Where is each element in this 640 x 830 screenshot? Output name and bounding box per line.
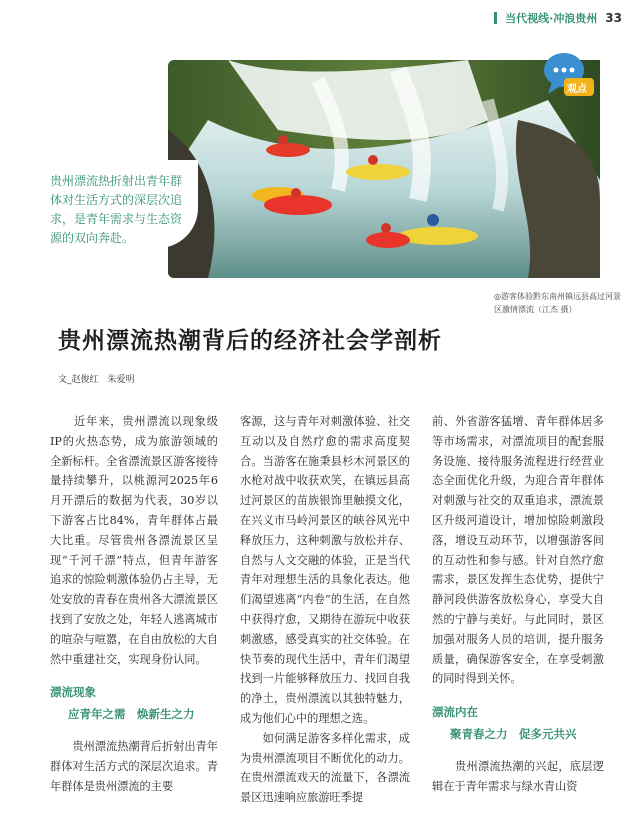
- viewpoint-label: 观点: [567, 84, 587, 95]
- paragraph: 前、外省游客猛增、青年群体居多等市场需求，对漂流项目的配套服务设施、接待服务流程进行经营业态全面优化升级，为迎合青年群体对刺激与社交的双重追求，漂流景区升级河道设计，增加惊险刺激段落，增设互动环节，以增强游客间的互动性和参与感。针对自然疗愈需求，景区发挥生态优势，提供宁静河段供游客放松身心，享受大自然的宁静与美好。与此同时，景区加强对服务人员的培训，提升服务质量，确保游客安全，在享受刺激的同时得到关怀。: [432, 415, 604, 686]
- photo-caption: ◎游客体验黔东南州镇远县高过河景区激情漂流（江杰 摄）: [494, 292, 621, 314]
- subheading: 聚青春之力 促多元共兴: [450, 727, 577, 742]
- subheading: 漂流现象: [50, 685, 96, 700]
- text-column-1: [50, 412, 218, 797]
- text-column-2: [240, 412, 410, 808]
- subheading: 应青年之需 焕新生之力: [68, 707, 195, 722]
- paragraph: 如何满足游客多样化需求，成为贵州漂流项目不断优化的动力。在贵州漂流戏天的流量下，各漂流景区迅速响应旅游旺季提: [240, 731, 410, 805]
- rafting-photo-illustration: [168, 60, 600, 278]
- paragraph: 近年来，贵州漂流以现象级IP的火热态势，成为旅游领域的全新标杆。全省漂流景区游客接待量持续攀升，以桃源河2025年6月开漂后的数据为代表，30岁以下游客占比84%，青年群体占最大比重。尽管贵州各漂流景区呈现“千河千漂”特点，但青年游客追求的惊险刺激体验仍占主导，无处安放的青春在贵州各大漂流景区找到了安放之处，年轻人逃离城市的喧杂与喧嚣，在自由放松的大自然中重建社交，实现身份认同。: [50, 415, 218, 666]
- page-number: 33: [605, 11, 622, 25]
- paragraph: 贵州漂流热潮背后折射出青年群体对生活方式的深层次追求。青年群体是贵州漂流的主要: [50, 740, 218, 793]
- paragraph: 客源，这与青年对刺激体验、社交互动以及自然疗愈的需求高度契合。当游客在施秉县杉木河景区的水枪对战中收获欢笑，在镇远县高过河景区的苗族银饰里触摸文化，在兴义市马岭河景区的峡谷风光中释放压力，这种刺激与放松并存、自然与人文交融的体验，正是当代青年对理想生活的具象化表达。他们渴望逃离“内卷”的生活，在自然中获得疗愈，又期待在游玩中收获刺激感，感受真实的社交体验。在快节奏的现代生活中，青年们渴望找到一片能够释放压力、找回自我的净土，贵州漂流以其独特魅力，成为他们心中的理想之选。: [240, 415, 410, 725]
- article-title: 贵州漂流热潮背后的经济社会学剖析: [58, 327, 442, 354]
- subheading: 漂流内在: [432, 705, 478, 720]
- section-name: 当代视线·冲浪贵州: [505, 12, 598, 25]
- article-authors: 文_赵俊红 朱爱明: [58, 375, 135, 385]
- page-header: [494, 10, 622, 26]
- section-marker: [494, 12, 497, 24]
- viewpoint-bubble-icon: [540, 50, 596, 102]
- rafting-photo: [168, 60, 600, 278]
- paragraph: 贵州漂流热潮的兴起，底层逻辑在于青年需求与绿水青山资: [432, 760, 604, 793]
- text-column-3: [432, 412, 604, 797]
- pull-quote: 贵州漂流热折射出青年群体对生活方式的深层次追求，是青年需求与生态资源的双向奔赴。: [28, 160, 198, 248]
